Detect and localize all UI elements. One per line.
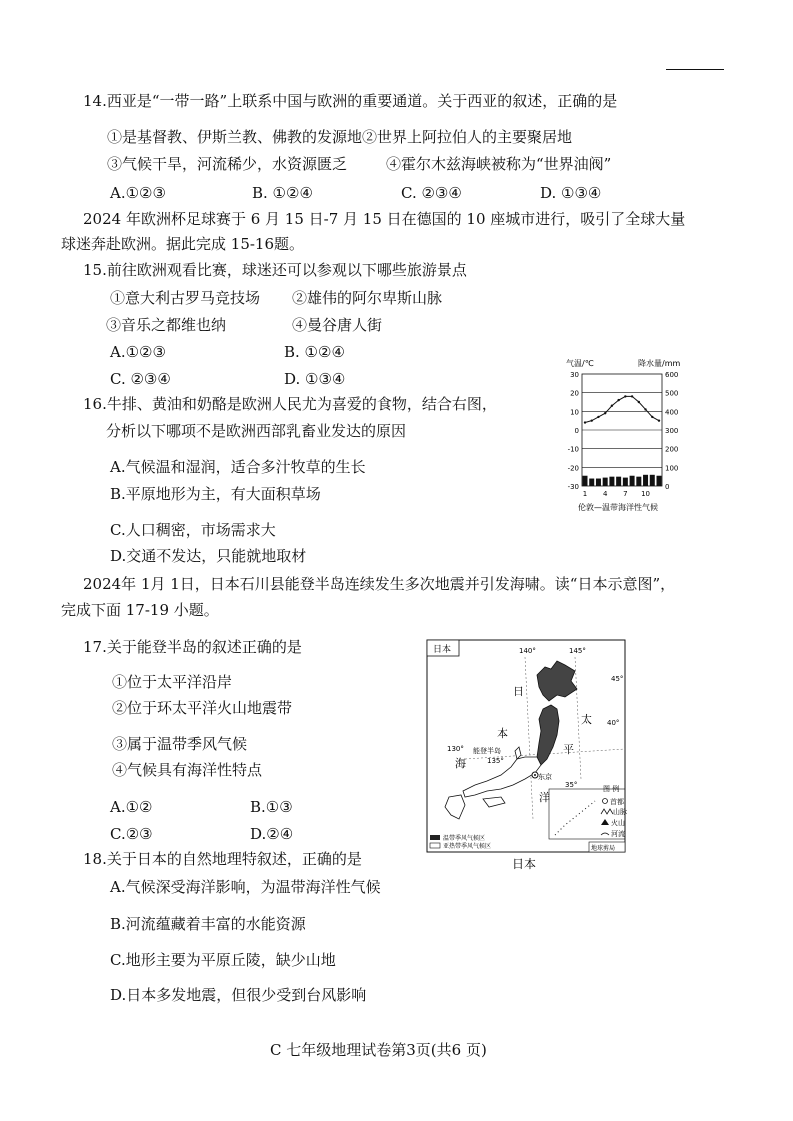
precip-tick-label: 600 bbox=[665, 371, 679, 379]
legend-volcano-label: 火山 bbox=[611, 819, 625, 827]
q17-statement-1: ①位于太平洋沿岸 bbox=[112, 673, 233, 691]
precip-tick-label: 200 bbox=[665, 445, 679, 454]
lon-145-label: 145° bbox=[569, 647, 586, 655]
precip-bar bbox=[616, 477, 621, 486]
precip-tick-label: 400 bbox=[665, 408, 679, 417]
sea-char-3: 海 bbox=[455, 757, 466, 770]
q16-option-a: A.气候温和湿润，适合多汁牧草的生长 bbox=[110, 458, 366, 476]
q14-option-a: A.①②③ bbox=[110, 184, 166, 202]
precip-bar bbox=[603, 478, 608, 486]
q14-statement-3: ④霍尔木兹海峡被称为“世界油阀” bbox=[386, 155, 612, 173]
legend-temperate-swatch bbox=[430, 835, 440, 840]
precip-bar bbox=[589, 479, 594, 486]
q15-statement-1: ①意大利古罗马竞技场 bbox=[110, 289, 261, 307]
q17-option-b: B.①③ bbox=[250, 798, 293, 816]
precip-bar bbox=[650, 475, 655, 486]
temp-tick-label: -30 bbox=[567, 483, 579, 491]
q14-statement-2: ③气候干旱，河流稀少，水资源匮乏 bbox=[107, 155, 348, 173]
precip-bar bbox=[609, 477, 614, 486]
q15-stem: 15.前往欧洲观看比赛，球迷还可以参观以下哪些旅游景点 bbox=[83, 261, 467, 279]
precip-bar bbox=[630, 476, 635, 486]
legend-title: 图 例 bbox=[603, 785, 620, 793]
temp-point bbox=[624, 395, 626, 397]
lat-35-label: 35° bbox=[565, 781, 578, 789]
precip-bar bbox=[657, 476, 662, 486]
temp-point bbox=[611, 405, 613, 407]
top-rule bbox=[666, 69, 724, 70]
legend-capital-label: 首都 bbox=[610, 798, 624, 806]
q17-option-c: C.②③ bbox=[110, 825, 153, 843]
q18-option-d: D.日本多发地震，但很少受到台风影响 bbox=[110, 986, 367, 1004]
lon-135-label: 135° bbox=[487, 757, 504, 765]
precip-tick-label: 500 bbox=[665, 389, 679, 398]
q17-option-a: A.①② bbox=[110, 798, 153, 816]
q16-option-c: C.人口稠密，市场需求大 bbox=[110, 521, 276, 539]
ocean-char-3: 洋 bbox=[539, 791, 550, 804]
q15-option-a: A.①②③ bbox=[110, 343, 166, 361]
temp-tick-label: -20 bbox=[567, 464, 579, 473]
temp-point bbox=[604, 412, 606, 414]
precip-tick-label: 300 bbox=[665, 427, 679, 435]
temp-tick-label: 10 bbox=[570, 408, 579, 417]
temp-point bbox=[658, 419, 660, 421]
temp-point bbox=[591, 419, 593, 421]
climate-chart bbox=[556, 356, 690, 516]
precip-tick-label: 0 bbox=[665, 483, 670, 491]
q18-option-c: C.地形主要为平原丘陵，缺少山地 bbox=[110, 951, 336, 969]
temp-axis-label: 气温/℃ bbox=[566, 359, 594, 368]
map-publisher: 地球剪局 bbox=[591, 845, 616, 852]
q16-stem-line1: 16.牛排、黄油和奶酪是欧洲人民尤为喜爱的食物，结合右图， bbox=[83, 395, 497, 413]
precip-bar bbox=[583, 476, 588, 486]
month-tick-label: 7 bbox=[623, 490, 628, 498]
precip-bar bbox=[623, 478, 628, 486]
legend-subtropical-label: 亚热带季风气候区 bbox=[443, 843, 492, 850]
legend-capital-icon bbox=[603, 799, 608, 804]
q17-option-d: D.②④ bbox=[250, 825, 294, 843]
ocean-char-1: 太 bbox=[581, 713, 592, 726]
lat-45-label: 45° bbox=[611, 675, 624, 683]
q17-statement-3: ③属于温带季风气候 bbox=[112, 735, 248, 753]
lon-140-label: 140° bbox=[519, 647, 536, 655]
temp-point bbox=[597, 416, 599, 418]
q18-option-a: A.气候深受海洋影响，为温带海洋性气候 bbox=[110, 878, 381, 896]
temp-point bbox=[638, 401, 640, 403]
precip-bar bbox=[596, 479, 601, 486]
q16-option-d: D.交通不发达，只能就地取材 bbox=[110, 547, 307, 565]
q15-option-d: D. ①③④ bbox=[284, 370, 346, 388]
lon-130-label: 130° bbox=[447, 745, 464, 753]
q15-statement-4: ④曼谷唐人街 bbox=[292, 316, 383, 334]
intro2-line2: 完成下面 17-19 小题。 bbox=[61, 601, 219, 619]
legend-subtropical-swatch bbox=[430, 843, 440, 848]
ocean-char-2: 平 bbox=[563, 743, 574, 756]
month-tick-label: 4 bbox=[602, 490, 608, 498]
temp-tick-label: 0 bbox=[574, 427, 579, 435]
temperature-line bbox=[585, 396, 659, 422]
precip-bar bbox=[643, 475, 648, 486]
climate-caption: 伦敦—温带海洋性气候 bbox=[578, 503, 658, 512]
precip-bar bbox=[636, 477, 641, 486]
q15-statement-3: ③音乐之都维也纳 bbox=[106, 316, 227, 334]
map-caption: 日本 bbox=[512, 857, 537, 871]
temp-point bbox=[644, 408, 646, 410]
page-footer: C 七年级地理试卷第3页(共6 页) bbox=[270, 1041, 487, 1059]
temp-point bbox=[584, 421, 586, 423]
legend-river-label: 河流 bbox=[611, 830, 625, 838]
q17-statement-4: ④气候具有海洋性特点 bbox=[112, 761, 263, 779]
legend-temperate-label: 温带季风气候区 bbox=[443, 835, 486, 842]
temp-tick-label: 20 bbox=[570, 389, 579, 398]
q15-option-c: C. ②③④ bbox=[110, 370, 171, 388]
q14-option-c: C. ②③④ bbox=[401, 184, 462, 202]
q16-option-b: B.平原地形为主，有大面积草场 bbox=[110, 485, 321, 503]
q14-option-b: B. ①②④ bbox=[252, 184, 313, 202]
q18-stem: 18.关于日本的自然地理特叙述，正确的是 bbox=[83, 850, 362, 868]
q15-option-b: B. ①②④ bbox=[284, 343, 345, 361]
noto-label: 能登半岛 bbox=[473, 747, 501, 755]
temp-point bbox=[651, 416, 653, 418]
tokyo-label: 东京 bbox=[538, 773, 552, 781]
temp-tick-label: -10 bbox=[567, 445, 579, 454]
month-tick-label: 1 bbox=[582, 490, 588, 498]
sea-char-1: 日 bbox=[513, 685, 524, 698]
temp-point bbox=[617, 399, 619, 401]
q17-stem: 17.关于能登半岛的叙述正确的是 bbox=[83, 638, 302, 656]
month-tick-label: 10 bbox=[641, 490, 651, 498]
japan-map bbox=[425, 639, 628, 873]
q14-statement-1: ①是基督教、伊斯兰教、佛教的发源地②世界上阿拉伯人的主要聚居地 bbox=[107, 128, 573, 146]
q14-option-d: D. ①③④ bbox=[540, 184, 602, 202]
q17-statement-2: ②位于环太平洋火山地震带 bbox=[112, 699, 293, 717]
lat-40-label: 40° bbox=[607, 719, 620, 727]
precip-axis-label: 降水量/mm bbox=[638, 359, 681, 368]
legend-mountain-label: 山脉 bbox=[613, 808, 627, 816]
q16-stem-line2: 分析以下哪项不是欧洲西部乳畜业发达的原因 bbox=[106, 422, 407, 440]
intro1-line2: 球迷奔赴欧洲。据此完成 15-16题。 bbox=[61, 235, 305, 253]
temp-point bbox=[631, 395, 633, 397]
sea-char-2: 本 bbox=[497, 727, 508, 740]
map-title: 日本 bbox=[433, 645, 452, 655]
intro1-line1: 2024 年欧洲杯足球赛于 6 月 15 日-7 月 15 日在德国的 10 座城市进行，吸引了全球大量 bbox=[83, 210, 686, 228]
q14-stem: 14.西亚是“一带一路”上联系中国与欧洲的重要通道。关于西亚的叙述，正确的是 bbox=[83, 92, 618, 110]
precip-tick-label: 100 bbox=[665, 464, 679, 473]
q15-statement-2: ②雄伟的阿尔卑斯山脉 bbox=[292, 289, 443, 307]
intro2-line1: 2024年 1月 1日，日本石川县能登半岛连续发生多次地震并引发海啸。读“日本示意图”， bbox=[83, 575, 676, 593]
temp-tick-label: 30 bbox=[570, 371, 579, 379]
q18-option-b: B.河流蕴藏着丰富的水能资源 bbox=[110, 915, 306, 933]
